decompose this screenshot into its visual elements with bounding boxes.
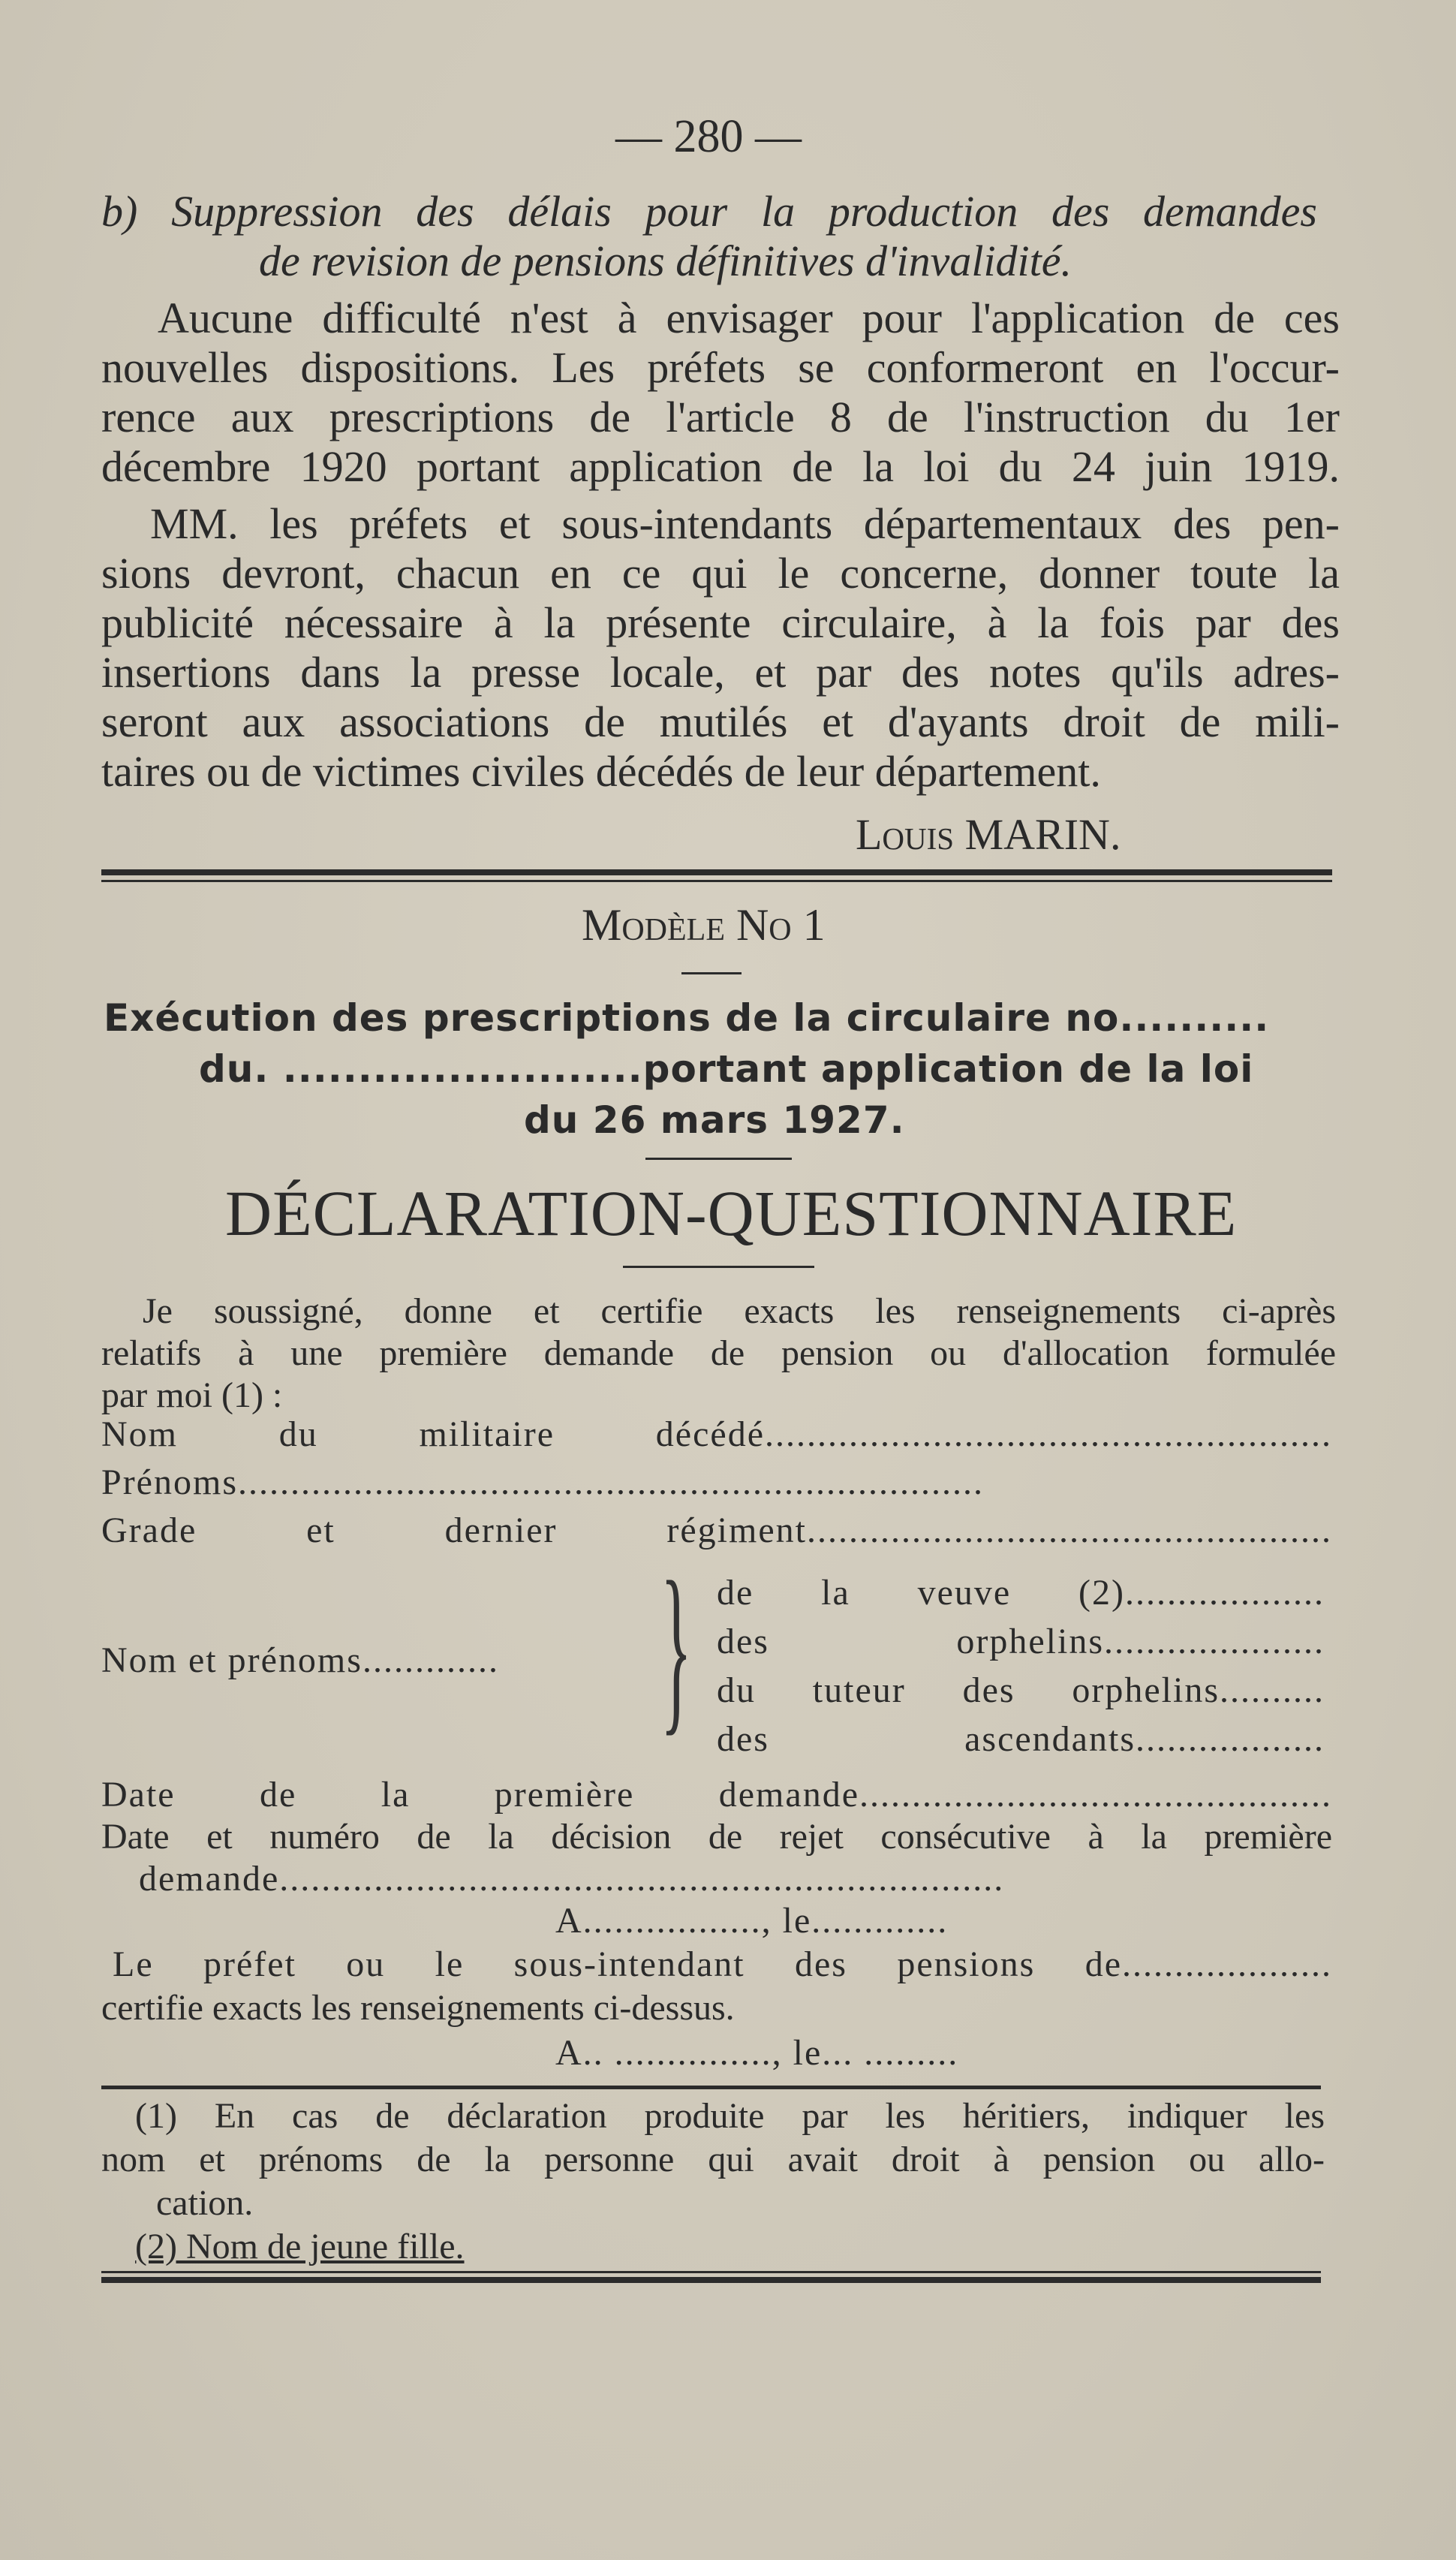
- footnote1-line2: nom et prénoms de la personne qui avait droit à pension ou allo-: [101, 2140, 1325, 2179]
- section-heading-line2: de revision de pensions définitives d'invalidité.: [259, 236, 1072, 285]
- footnote1-line3: cation.: [156, 2183, 254, 2223]
- form-title: DÉCLARATION-QUESTIONNAIRE: [225, 1177, 1238, 1249]
- separator-rule-thick: [101, 869, 1332, 875]
- paragraph1-line3: rence aux prescriptions de l'article 8 de l'instruction du 1er: [101, 393, 1340, 441]
- execution-line2: du. ........................portant application de la loi: [199, 1047, 1254, 1091]
- separator-rule-thin: [101, 880, 1332, 882]
- field-tuteur: du tuteur des orphelins..........: [717, 1670, 1325, 1710]
- signature: Louis MARIN.: [856, 810, 1121, 859]
- execution-line1: Exécution des prescriptions de la circulaire no..........: [104, 996, 1270, 1040]
- prefet-line1: Le préfet ou le sous-intendant des pensions de....................: [113, 1944, 1332, 1984]
- field-date-numero-line2: demande.....................................................................: [139, 1859, 1005, 1899]
- section-heading-line1: b) Suppression des délais pour la production des demandes: [101, 187, 1317, 236]
- prefet-line2: certifie exacts les renseignements ci-dessus.: [101, 1988, 735, 2028]
- field-orphelins: des orphelins.....................: [717, 1622, 1325, 1661]
- footnote-rule: [101, 2086, 1321, 2089]
- field-prenoms: Prénoms.......................................................................: [101, 1462, 984, 1502]
- paragraph1-line1: Aucune difficulté n'est à envisager pour l'application de ces: [158, 294, 1340, 342]
- footnote1-line1: (1) En cas de déclaration produite par les héritiers, indiquer les: [135, 2096, 1325, 2136]
- paragraph2-line3: publicité nécessaire à la présente circulaire, à la fois par des: [101, 598, 1340, 647]
- bottom-rule-thin: [101, 2271, 1321, 2273]
- short-rule: [681, 972, 742, 974]
- field-date-numero-line1: Date et numéro de la décision de rejet consécutive à la première: [101, 1817, 1332, 1857]
- intro-line3: par moi (1) :: [101, 1375, 283, 1415]
- field-nom-militaire: Nom du militaire décédé......................................................: [101, 1414, 1332, 1454]
- field-date-premiere: Date de la première demande.............................................: [101, 1775, 1332, 1815]
- intro-line1: Je soussigné, donne et certifie exacts les renseignements ci-après: [143, 1291, 1336, 1331]
- bottom-rule-thick: [101, 2277, 1321, 2283]
- paragraph2-line1: MM. les préfets et sous-intendants départementaux des pen-: [150, 499, 1340, 548]
- field-grade: Grade et dernier régiment..................................................: [101, 1510, 1332, 1550]
- title-underline: [623, 1266, 814, 1268]
- place-date-line2: A.. ..............., le... .........: [555, 2033, 959, 2073]
- place-date-line1: A................., le.............: [555, 1901, 949, 1941]
- brace-symbol: }: [660, 1544, 692, 1751]
- paragraph2-line6: taires ou de victimes civiles décédés de leur département.: [101, 747, 1101, 796]
- short-rule-2: [645, 1158, 792, 1160]
- field-ascendants: des ascendants..................: [717, 1719, 1325, 1759]
- paragraph2-line2: sions devront, chacun en ce qui le concerne, donner toute la: [101, 549, 1340, 598]
- execution-line3: du 26 mars 1927.: [524, 1098, 905, 1142]
- footnote2: (2) Nom de jeune fille.: [135, 2227, 465, 2266]
- paragraph1-line2: nouvelles dispositions. Les préfets se conformeront en l'occur-: [101, 343, 1340, 392]
- page-number: — 280 —: [615, 111, 802, 162]
- intro-line2: relatifs à une première demande de pension ou d'allocation formulée: [101, 1333, 1336, 1373]
- paragraph2-line5: seront aux associations de mutilés et d'ayants droit de mili-: [101, 697, 1340, 746]
- field-veuve: de la veuve (2)...................: [717, 1573, 1325, 1613]
- field-nom-prenoms: Nom et prénoms.............: [101, 1640, 499, 1680]
- paragraph1-line4: décembre 1920 portant application de la loi du 24 juin 1919.: [101, 442, 1340, 491]
- paragraph2-line4: insertions dans la presse locale, et par des notes qu'ils adres-: [101, 648, 1340, 697]
- model-title: Modèle No 1: [582, 900, 826, 950]
